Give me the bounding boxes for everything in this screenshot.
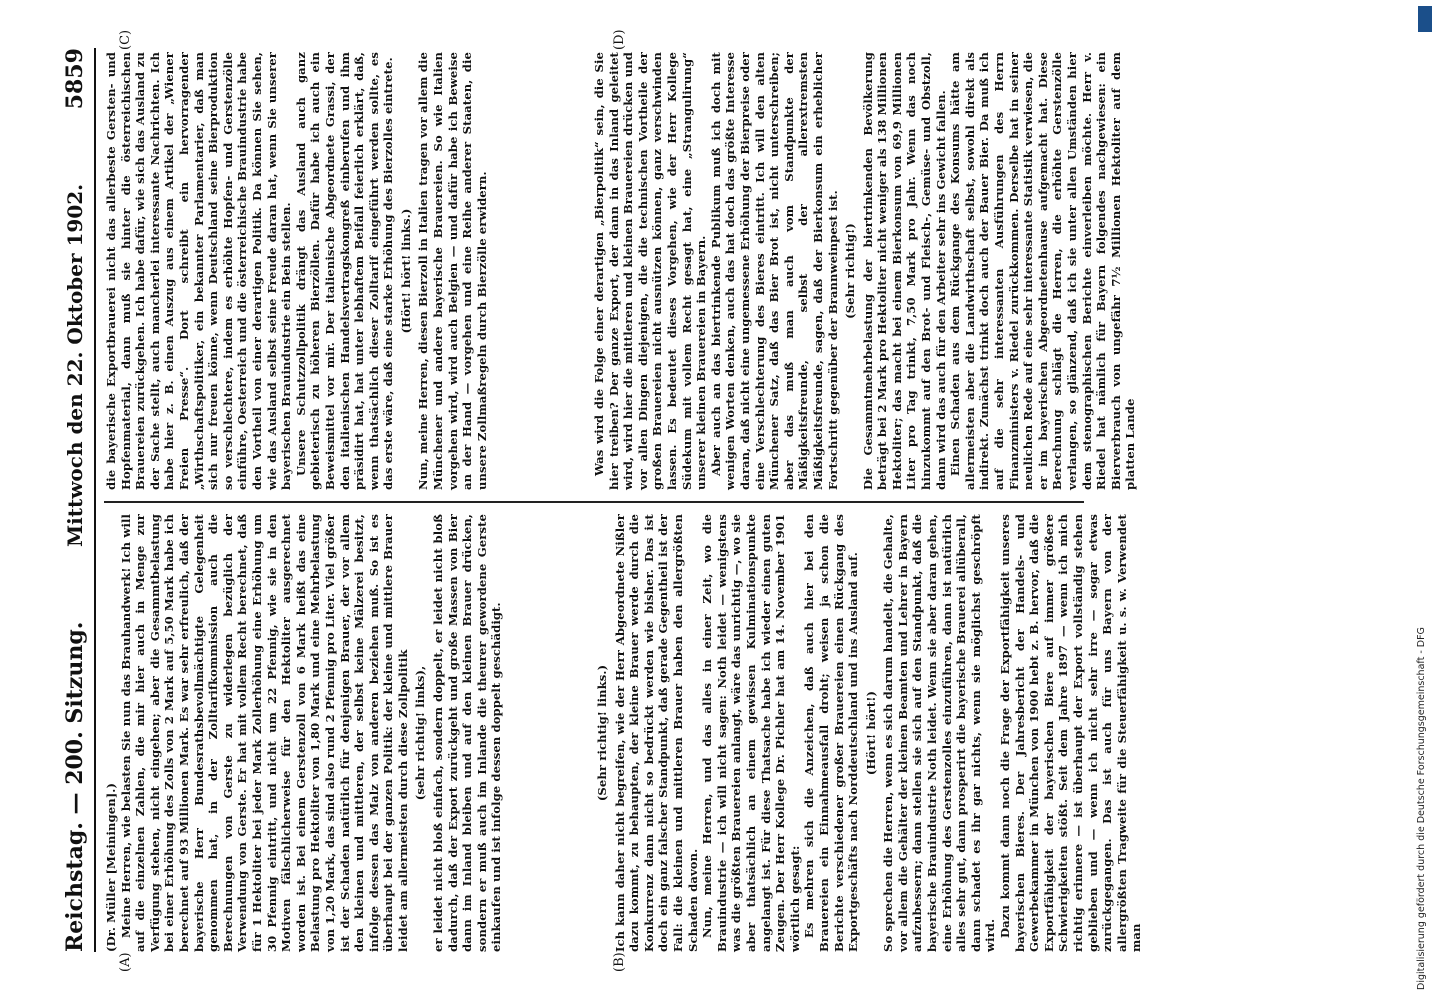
interjection: (Hört! hört! links.) [398,208,413,334]
running-head-date: Mittwoch den 22. Oktober 1902. [63,183,87,547]
column-d [592,52,1138,490]
column-c [104,52,584,490]
paragraph: Ich kann daher nicht begreifen, wie der Herr Abgeordnete Nißler dazu kommt, zu behaupten, der kleine Brauer werde durch die Konkurrenz dann nicht so bedrückt werden wie bisher. Das ist doch ein ganz falscher Standpunkt, daß gerade Gegentheil ist der Fall: die kleinen und mittleren Brauer haben den allergrößten Schaden davon. [612,514,700,952]
column-divider [104,501,1084,503]
interjection: (Sehr richtig! links.) [595,664,609,802]
column-b [592,514,1144,952]
document-page [52,30,1382,970]
paragraph: Nun, meine Herren, und das alles in einer Zeit, wo die Brauindustrie — ich will nicht sagen: Noth leidet — wenigstens was die größten Brauereien anlangt, wäre das unrichtig —, wo sie aber thatsächlich an einem gewissen Kulminationspunkte angelangt ist. Für diese Thatsache habe ich wieder einen guten Zeugen. Der Herr Kollege Dr. Pichler hat am 14. November 1901 wörtlich gesagt: [700,514,802,952]
margin-letter-d: (D) [612,29,627,50]
paragraph: die bayerische Exportbrauerei nicht das allerbeste Gersten- und Hopfenmaterial, dann muß sie hinter die österreichischen Brauereien zurückgehen. Ich habe dafür, wie sich das Ausland zu der Sache stellt, auch mancherlei interessante Nachrichten. Ich habe hier z. B. einen Auszug aus einem Artikel der „Wiener Freien Presse“. Dort schreibt ein hervorragender „Wirthschaftspolitiker, ein bekannter Parlamentarier, daß man sich nur freuen könne, wenn Deutschland seine Bierproduktion so verschlechtere, indem es erhöhte Hopfen- und Gerstenzölle einführe, Oesterreich und die österreichische Brauindustrie habe den Vortheil von einer derartigen Politik. Da können Sie sehen, wie das Ausland selbst seine Freude daran hat, wenn Sie unserer bayerischen Brauindustrie ein Bein stellen. [104,52,294,490]
interjection: (Hört! hört!) [863,690,878,776]
paragraph: Aber auch an das biertrinkende Publikum muß ich doch mit wenigen Worten denken, auch das hat doch das größte Interesse daran, daß nicht eine ungemessene Erhöhung der Bierpreise oder eine Verschlechterung des Bieres eintritt. Ich will den alten Münchener Satz, daß das Bier Brot ist, nicht unterschreiben; aber das muß man auch vom Standpunkte der Mäßigkeitsfreunde, selbst der allerextremsten Mäßigkeitsfreunde, sagen, daß der Bierkonsum ein erheblicher Fortschritt gegenüber der Brannweinpest ist. [708,52,840,490]
margin-letter-c: (C) [118,29,133,50]
speaker-line: (Dr. Müller [Meiningen].) [104,782,118,952]
running-head [58,48,92,952]
paragraph: Dazu kommt dann noch die Frage der Exportfähigkeit unseres bayerischen Bieres. Der Jahresbericht der Handels- und Gewerbekammer in München von 1900 hebt z. B. hervor, daß die Exportfähigkeit der bayerischen Biere auf immer größere Schwierigkeiten stößt. Seit dem Jahre 1897 — wenn ich mich richtig erinnere — ist überhaupt der Export vollständig stehen geblieben und — wenn ich nicht sehr irre — sogar etwas zurückgegangen. Das ist auch für uns Bayern von der allergrößten Tragweite für die Steuerfähigkeit u. s. w. Verwendet man [998,514,1144,952]
header-rule [94,48,96,952]
margin-letter-a: (A) [118,952,133,972]
paragraph: Nun, meine Herren, diesen Bierzoll in Italien tragen vor allem die Münchener und andere bayerische Brauereien. So wie Italien vorgehen wird, wird auch Belgien — und dafür habe ich Beweise an der Hand — vorgehen und eine Reihe anderer Staaten, die unsere Zollmaßregeln durch Bierzölle erwidern. [416,52,489,490]
page-number: 5859 [62,48,88,110]
paragraph: Meine Herren, wie belasten Sie nun das Brauhandwerk! Ich will auf die einzelnen Zahlen, die mir hier auch in Menge zur Verfügung stehen, nicht eingehen; aber die Gesammtbelastung bei einer Erhöhung des Zolls von 2 Mark auf 5,50 Mark habe ich berechnet auf 93 Millionen Mark. Es war sehr erfreulich, daß der bayerische Herr Bundesrathsbevollmächtigte Gelegenheit genommen hat, in der Zolltarifkommission auch die Berechnungen von Gerste zu widerlegen bezüglich der Verwendung von Gerste. Er hat mit vollem Recht berechnet, daß für 1 Hektoliter bei jeder Mark Zollerhöhung eine Erhöhung um 30 Pfennig eintritt, und nicht um 22 Pfennig, wie sie in den Motiven fälschlicherweise für den Hektoliter ausgerechnet worden ist. Bei einem Gerstenzoll von 6 Mark heißt das eine Belastung pro Hektoliter von 1,80 Mark und eine Mehrbelastung von 1,20 Mark, das sind also rund 2 Pfennig pro Liter. Viel größer ist der Schaden natürlich für denjenigen Brauer, der vor allem den kleinen und mittleren, der selbst keine Mälzerei besitzt, infolge dessen das Malz von anderen beziehen muß. So ist es überhaupt bei der ganzen Politik: der kleine und mittlere Brauer leidet am allermeisten durch diese Zollpolitik [118,514,410,952]
column-a [104,514,584,952]
paragraph: So sprechen die Herren, wenn es sich darum handelt, die Gehalte, vor allem die Gehälter der kleinen Beamten und Lehrer in Bayern aufzubessern; dann stellen sie sich auf den Standpunkt, daß die bayerische Brauindustrie Noth leidet. Wenn sie aber daran gehen, eine Erhöhung des Gerstenzolles einzuführen, dann ist natürlich alles sehr gut, dann prosperirt die bayerische Brauerei allüberall, dann schadet es ihr gar nichts, wenn sie möglichst geschröpft wird. [881,514,998,952]
interjection: (sehr richtig! links), [413,665,428,801]
interjection: (Sehr richtig!) [843,223,858,319]
quotation: Es mehren sich die Anzeichen, daß auch hier bei den Brauereien ein Einnahmeausfall droht; weisen ja schon die Berichte verschiedener großer Brauereien einen Rückgang des Exportgeschäfts nach Norddeutschland und ins Ausland auf. [802,514,861,952]
paragraph: Was wird die Folge einer derartigen „Bierpolitik“ sein, die Sie hier treiben? Der ganze Export, der dann in das Inland geleitet wird, wird hier die mittleren und kleinen Brauereien drücken und vor allen Dingen diejenigen, die die technischen Vortheile der großen Brauereien nicht ausnützen können, ganz verschwinden lassen. Es bedeutet dieses Vorgehen, wie der Herr Kollege Südekum mit vollem Recht gesagt hat, eine „Strangulirung“ unserer kleinen Brauereien in Bayern. [592,52,709,490]
paragraph: er leidet nicht bloß einfach, sondern doppelt, er leidet nicht bloß dadurch, daß der Export zurückgeht und große Massen von Bier dann im Inland bleiben und auf den kleinen Brauer drücken, sondern er muß auch im Inlande die theurer gewordene Gerste einkaufen und ist infolge dessen doppelt geschädigt. [431,514,504,952]
running-head-left: Reichstag. — 200. Sitzung. [62,621,88,952]
paragraph: Einen Schaden aus dem Rückgange des Konsums hätte am allermeisten aber die Landwirthschaft selbst, sowohl direkt als indirekt. Zunächst trinkt doch auch der Bauer Bier. Da muß ich auf die sehr interessanten Ausführungen des Herrn Finanzministers v. Riedel zurückkommen. Derselbe hat in seiner neulichen Rede auf eine sehr interessante Statistik verwiesen, die er im bayerischen Abgeordnetenhause aufgemacht hat. Diese Berechnung schlägt die Herren, die erhöhte Gerstenzölle verlangen, so glänzend, daß ich sie unter allen Umständen hier dem stenographischen Berichte einverleiben möchte. Herr v. Riedel hat nämlich für Bayern folgendes nachgewiesen: ein Bierverbrauch von ungefähr 7½ Millionen Hektoliter auf dem platten Lande [948,52,1138,490]
margin-letter-b: (B) [612,952,627,972]
paragraph: Die Gesammtmehrbelastung der biertrinkenden Bevölkerung beträgt bei 2 Mark pro Hektoliter nicht weniger als 138 Millionen Hektoliter; das macht bei einem Bierkonsum von 69,9 Millionen Liter pro Tag trinkt, 7,50 Mark pro Jahr. Wenn das noch hinzukommt auf den Brot- und Fleisch-, Gemüse- und Obstzoll, dann wird das auch für den Arbeiter sehr ins Gewicht fallen. [860,52,948,490]
digitization-credit: Digitalisierung gefördert durch die Deutsche Forschungsgemeinschaft - DFG [1416,627,1427,990]
paragraph: Unsere Schutzzollpolitik drängt das Ausland auch ganz gebieterisch zu höheren Bierzöllen. Dafür habe ich auch ein Beweismittel vor mir. Der italienische Abgeordnete Grassi, der den italienischen Handelsvertragskongreß einberufen und ihm präsidirt hat, hat unter lebhaftem Beifall feierlich erklärt, daß, wenn thatsächlich dieser Zolltarif eingeführt werden sollte, es das erste wäre, daß eine starke Erhöhung des Bierzolles eintrete. [293,52,396,490]
